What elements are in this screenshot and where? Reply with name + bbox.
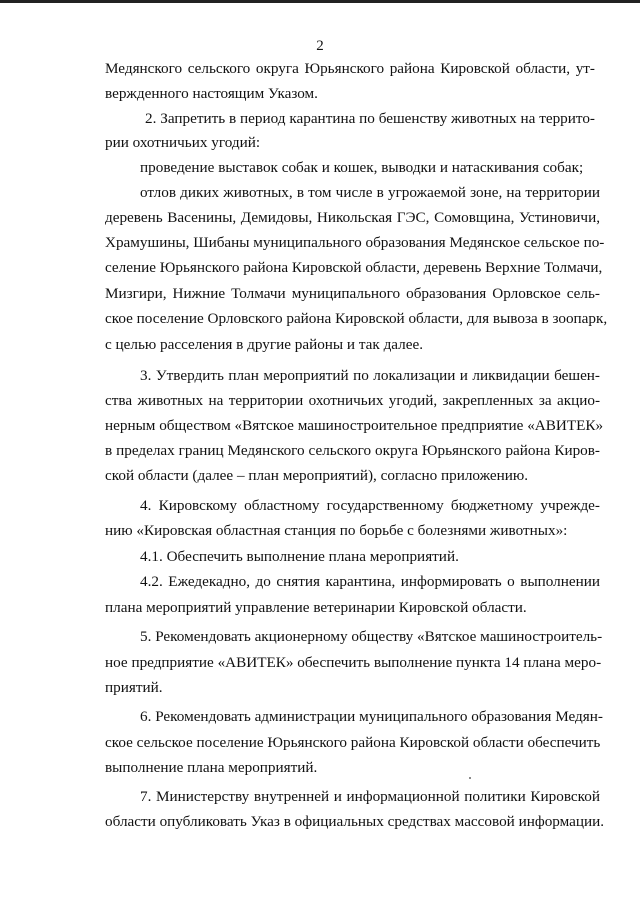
text-line: нерным обществом «Вятское машиностроительное предприятие «АВИТЕК» <box>105 417 604 434</box>
text-line: 3. Утвердить план мероприятий по локализации и ликвидации бешен- <box>140 367 600 384</box>
text-line: 2. Запретить в период карантина по бешенству животных на террито- <box>145 110 595 127</box>
text-line: деревень Васенины, Демидовы, Никольская ГЭС, Сомовщина, Устиновичи, <box>105 209 600 226</box>
text-line: Храмушины, Шибаны муниципального образования Медянское сельское по- <box>105 234 605 251</box>
text-line: ской области (далее – план мероприятий), согласно приложению. <box>105 467 529 484</box>
text-line: выполнение плана мероприятий. <box>105 759 318 776</box>
text-line: приятий. <box>105 679 163 696</box>
text-line: 5. Рекомендовать акционерному обществу «Вятское машиностроитель- <box>140 628 603 645</box>
text-line: 7. Министерству внутренней и информационной политики Кировской <box>140 788 600 805</box>
scan-speck <box>469 777 471 779</box>
text-line: 4.2. Ежедекадно, до снятия карантина, информировать о выполнении <box>140 573 600 590</box>
text-line: Медянского сельского округа Юрьянского района Кировской области, ут- <box>105 60 595 77</box>
text-line: ное предприятие «АВИТЕК» обеспечить выполнение пункта 14 плана меро- <box>105 654 602 671</box>
text-line: Мизгири, Нижние Толмачи муниципального образования Орловское сель- <box>105 285 600 302</box>
text-line: отлов диких животных, в том числе в угрожаемой зоне, на территории <box>140 184 600 201</box>
text-line: селение Юрьянского района Кировской области, деревень Верхние Толмачи, <box>105 259 603 276</box>
text-line: ства животных на территории охотничьих угодий, закрепленных за акцио- <box>105 392 600 409</box>
text-line: вержденного настоящим Указом. <box>105 85 318 102</box>
scan-top-edge <box>0 0 640 3</box>
text-line: рии охотничьих угодий: <box>105 134 261 151</box>
text-line: области опубликовать Указ в официальных средствах массовой информации. <box>105 813 605 830</box>
text-line: ское сельское поселение Юрьянского района Кировской области обеспечить <box>105 734 601 751</box>
text-line: плана мероприятий управление ветеринарии Кировской области. <box>105 599 527 616</box>
text-line: ское поселение Орловского района Кировской области, для вывоза в зоопарк, <box>105 310 608 327</box>
text-line: 4.1. Обеспечить выполнение плана мероприятий. <box>140 548 459 565</box>
text-line: 6. Рекомендовать администрации муниципального образования Медян- <box>140 708 603 725</box>
text-line: 4. Кировскому областному государственному бюджетному учрежде- <box>140 497 600 514</box>
text-line: проведение выставок собак и кошек, выводки и натаскивания собак; <box>140 159 584 176</box>
page-number: 2 <box>316 38 324 54</box>
text-line: нию «Кировская областная станция по борьбе с болезнями животных»: <box>105 522 568 539</box>
text-line: с целью расселения в другие районы и так далее. <box>105 336 424 353</box>
text-line: в пределах границ Медянского сельского округа Юрьянского района Киров- <box>105 442 600 459</box>
